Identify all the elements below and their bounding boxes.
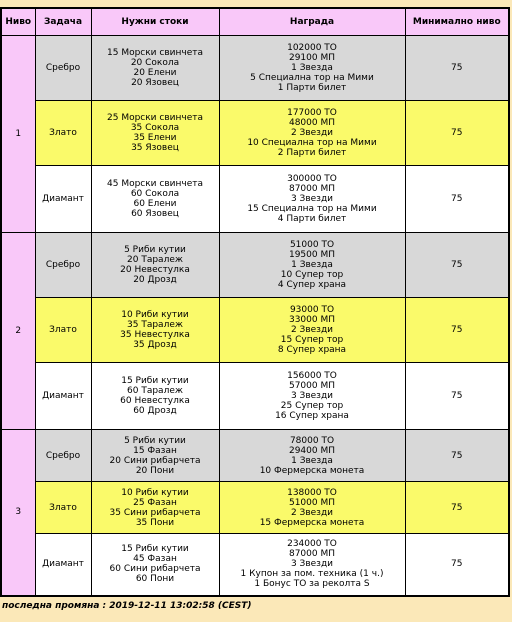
reward-cell: 177000 ТО 48000 МП 2 Звезди 10 Специална тор на Мими 2 Парти билет xyxy=(219,101,405,166)
header-items: Нужни стоки xyxy=(91,8,219,36)
min-level-cell: 75 xyxy=(405,430,509,482)
task-cell: Злато xyxy=(35,298,91,363)
min-level-cell: 75 xyxy=(405,233,509,298)
level-cell: 1 xyxy=(1,36,35,233)
task-cell: Злато xyxy=(35,482,91,534)
reward-cell: 102000 ТО 29100 МП 1 Звезда 5 Специална тор на Мими 1 Парти билет xyxy=(219,36,405,101)
task-cell: Диамант xyxy=(35,534,91,596)
reward-cell: 138000 ТО 51000 МП 2 Звезди 15 Фермерска монета xyxy=(219,482,405,534)
reward-cell: 234000 ТО 87000 МП 3 Звезди 1 Купон за пом. техника (1 ч.) 1 Бонус ТО за реколта S xyxy=(219,534,405,596)
min-level-cell: 75 xyxy=(405,101,509,166)
table-row xyxy=(1,430,509,482)
min-level-cell: 75 xyxy=(405,482,509,534)
reward-cell: 93000 ТО 33000 МП 2 Звезди 15 Супер тор 8 Супер храна xyxy=(219,298,405,363)
header-reward: Награда xyxy=(219,8,405,36)
min-level-cell: 75 xyxy=(405,363,509,430)
items-cell: 15 Морски свинчета 20 Сокола 20 Елени 20 Язовец xyxy=(91,36,219,101)
items-cell: 15 Риби кутии 60 Таралеж 60 Невестулка 60 Дрозд xyxy=(91,363,219,430)
header-task: Задача xyxy=(35,8,91,36)
table-row xyxy=(1,363,509,430)
items-cell: 25 Морски свинчета 35 Сокола 35 Елени 35 Язовец xyxy=(91,101,219,166)
table-row xyxy=(1,36,509,101)
items-cell: 10 Риби кутии 25 Фазан 35 Сини рибарчета 35 Пони xyxy=(91,482,219,534)
reward-cell: 51000 ТО 19500 МП 1 Звезда 10 Супер тор 4 Супер храна xyxy=(219,233,405,298)
rewards-table xyxy=(0,7,510,597)
table-row xyxy=(1,166,509,233)
min-level-cell: 75 xyxy=(405,534,509,596)
items-cell: 10 Риби кутии 35 Таралеж 35 Невестулка 35 Дрозд xyxy=(91,298,219,363)
min-level-cell: 75 xyxy=(405,298,509,363)
task-cell: Диамант xyxy=(35,166,91,233)
level-cell: 3 xyxy=(1,430,35,596)
table-body xyxy=(1,36,509,596)
reward-cell: 78000 ТО 29400 МП 1 Звезда 10 Фермерска монета xyxy=(219,430,405,482)
task-cell: Сребро xyxy=(35,36,91,101)
table-row xyxy=(1,233,509,298)
items-cell: 5 Риби кутии 15 Фазан 20 Сини рибарчета 20 Пони xyxy=(91,430,219,482)
table-row xyxy=(1,298,509,363)
reward-cell: 156000 ТО 57000 МП 3 Звезди 25 Супер тор 16 Супер храна xyxy=(219,363,405,430)
task-cell: Сребро xyxy=(35,430,91,482)
task-cell: Злато xyxy=(35,101,91,166)
last-modified: последна промяна : 2019-12-11 13:02:58 (CEST) xyxy=(2,601,252,611)
header-level: Ниво xyxy=(1,8,35,36)
task-cell: Диамант xyxy=(35,363,91,430)
items-cell: 15 Риби кутии 45 Фазан 60 Сини рибарчета 60 Пони xyxy=(91,534,219,596)
header-min-level: Минимално ниво xyxy=(405,8,509,36)
items-cell: 45 Морски свинчета 60 Сокола 60 Елени 60 Язовец xyxy=(91,166,219,233)
min-level-cell: 75 xyxy=(405,36,509,101)
task-cell: Сребро xyxy=(35,233,91,298)
reward-cell: 300000 ТО 87000 МП 3 Звезди 15 Специална тор на Мими 4 Парти билет xyxy=(219,166,405,233)
items-cell: 5 Риби кутии 20 Таралеж 20 Невестулка 20 Дрозд xyxy=(91,233,219,298)
header-row xyxy=(1,8,509,36)
min-level-cell: 75 xyxy=(405,166,509,233)
table-row xyxy=(1,534,509,596)
table-row xyxy=(1,101,509,166)
level-cell: 2 xyxy=(1,233,35,430)
table-row xyxy=(1,482,509,534)
